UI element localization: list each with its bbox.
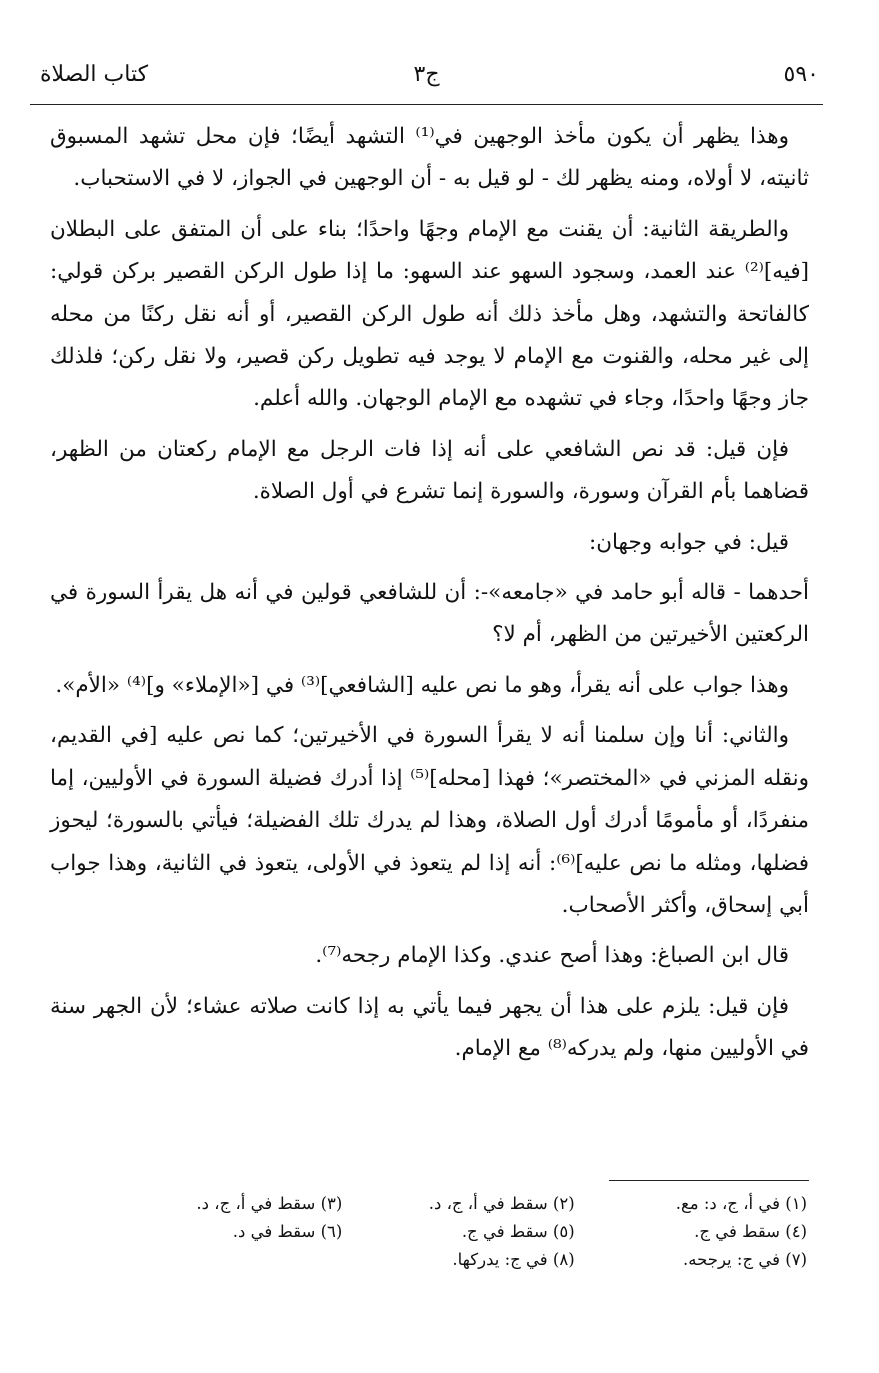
volume-label: ج٣ [413, 62, 440, 87]
paragraph-2: والطريقة الثانية: أن يقنت مع الإمام وجهًا واحدًا؛ بناء على أن المتفق على البطلان [فيه]⁽²⁾ عند العمد، وسجود السهو عند السهو: ما إذا طول الركن القصير بركن قولي: كالفاتحة والتشهد، وهل مأخذ ذلك أنه طول الركن القصير، أو أنه نقل ركنًا من محله إلى غير محله، والقنوت مع الإمام لا يوجد فيه تطويل ركن قصير، ولا نقل ركن؛ فلذلك جاز وجهًا واحدًا، وجاء في تشهده مع الإمام الوجهان. والله أعلم. [50, 216, 809, 412]
paragraph-8: قال ابن الصباغ: وهذا أصح عندي. وكذا الإمام رجحه⁽⁷⁾. [315, 943, 789, 969]
paragraph-5: أحدهما - قاله أبو حامد في «جامعه»-: أن للشافعي قولين في أنه هل يقرأ السورة في الركعتين الأخيرتين من الظهر، أم لا؟ [50, 580, 809, 648]
main-text [50, 116, 809, 1079]
paragraph-6: وهذا جواب على أنه يقرأ، وهو ما نص عليه [الشافعي]⁽³⁾ في [«الإملاء» و]⁽⁴⁾ «الأم». [55, 672, 789, 698]
paragraph-3: فإن قيل: قد نص الشافعي على أنه إذا فات الرجل مع الإمام ركعتان من الظهر، قضاهما بأم القرآن وسورة، والسورة إنما تشرع في أول الصلاة. [50, 436, 809, 505]
footnote-4: (٤) سقط في ج. [694, 1222, 807, 1241]
footnote-1: (١) في أ، ج، د: مع. [675, 1194, 807, 1213]
footnote-divider [609, 1180, 809, 1181]
paragraph-7: والثاني: أنا وإن سلمنا أنه لا يقرأ السورة في الأخيرتين؛ كما نص عليه [في القديم، ونقله المزني في «المختصر»؛ فهذا [محله]⁽⁵⁾ إذا أدرك فضيلة السورة في الأوليين، إما منفردًا، أو مأمومًا أدرك أول الصلاة، وهذا لم يدرك تلك الفضيلة؛ فيأتي بالسورة؛ ليحوز فضلها، ومثله ما نص عليه]⁽⁶⁾: أنه إذا لم يتعوذ في الأولى، يتعوذ في الثانية، وهذا جواب أبي إسحاق، وأكثر الأصحاب. [50, 723, 809, 918]
footnote-3: (٣) سقط في أ، ج، د. [196, 1194, 343, 1213]
footnote-8: (٨) في ج: يدركها. [452, 1250, 575, 1269]
footnote-5: (٥) سقط في ج. [461, 1222, 575, 1241]
paragraph-9: فإن قيل: يلزم على هذا أن يجهر فيما يأتي به إذا كانت صلاته عشاء؛ لأن الجهر سنة في الأوليين منها، ولم يدركه⁽⁸⁾ مع الإمام. [50, 993, 809, 1062]
paragraph-1: وهذا يظهر أن يكون مأخذ الوجهين في⁽¹⁾ التشهد أيضًا؛ فإن محل تشهد المسبوق ثانيته، لا أولاه، ومنه يظهر لك - لو قيل به - أن الوجهين في الجواز، لا في الاستحباب. [50, 124, 809, 192]
running-header [30, 56, 823, 100]
footnotes [110, 1190, 807, 1274]
paragraph-4: قيل: في جوابه وجهان: [588, 529, 789, 555]
footnote-7: (٧) في ج: يرجحه. [683, 1250, 807, 1269]
header-divider [30, 104, 823, 105]
footnote-6: (٦) سقط في د. [232, 1222, 343, 1241]
book-title: كتاب الصلاة [40, 62, 149, 87]
footnote-2: (٢) سقط في أ، ج، د. [428, 1194, 575, 1213]
page-number: ٥٩٠ [783, 62, 819, 87]
